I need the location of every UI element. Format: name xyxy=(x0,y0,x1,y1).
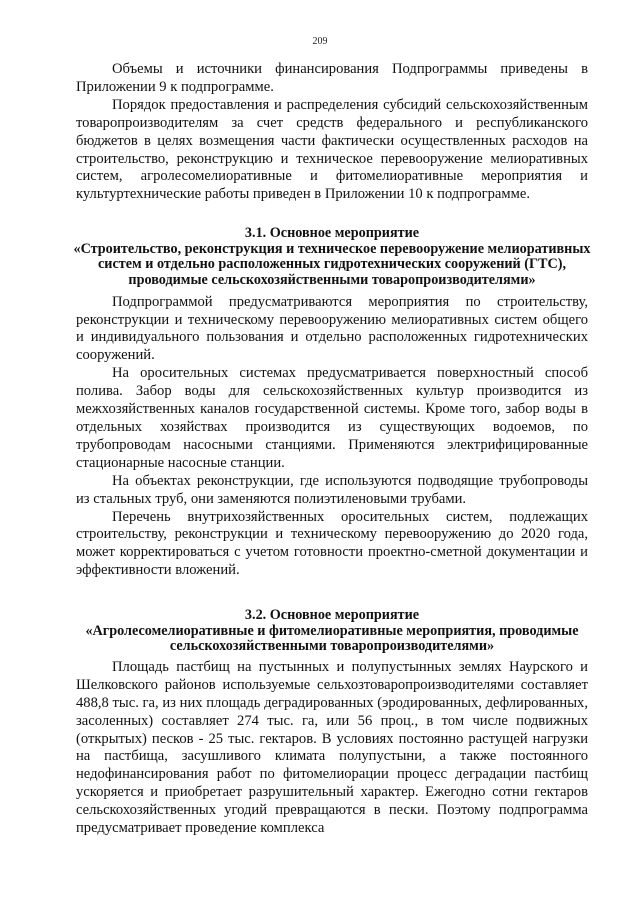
page-number: 209 xyxy=(312,36,328,47)
paragraph-financing: Объемы и источники финансирования Подпрограммы приведены в Приложении 9 к подпрограмме. xyxy=(76,61,588,95)
section-3-2-title: «Агролесомелиоративные и фитомелиоративные мероприятия, проводимые сельскохозяйственными товаропроизводителями» xyxy=(85,622,579,655)
section-3-1-paragraph: На оросительных системах предусматривается поверхностный способ полива. Забор воды для сельскохозяйственных культур производится из межхозяйственных каналов государственной системы. Кроме того, забор воды в отдельных хозяйствах производится из существующих водоемов, по трубопроводам насосными станциями. Применяются электрифицированные стационарные насосные станции. xyxy=(76,365,588,471)
section-3-2-paragraph: Площадь пастбищ на пустынных и полупустынных землях Наурского и Шелковского районов используемые сельхозтоваропроизводителями составляет 488,8 тыс. га, из них площадь деградированных (эродированных, дефлированных, засоленных) составляет 274 тыс. га, или 56 проц., в том числе подвижных (открытых) песков - 25 тыс. гектаров. В условиях постоянно растущей нагрузки на пастбища, засушливого климата полупустыни, а также постоянного недофинансирования работ по фитомелиорации процесс деградации пастбищ ускоряется и приобретает разрушительный характер. Ежегодно сотни гектаров сельскохозяйственных угодий превращаются в пески. Поэтому подпрограмма предусматривает проведение комплекса xyxy=(76,658,588,837)
section-3-1-number: 3.1. Основное мероприятие xyxy=(244,225,420,242)
section-3-1-title: «Строительство, реконструкция и техническое перевооружение мелиоративных систем и отдельно расположенных гидротехнических сооружений (ГТС), проводимые сельскохозяйственными товаропроизводителями» xyxy=(73,240,591,289)
paragraph-subsidy-procedure: Порядок предоставления и распределения субсидий сельскохозяйственным товаропроизводителям за счет средств федерального и республиканского бюджетов в целях возмещения части фактически осуществленных расходов на строительство, реконструкцию и техническое перевооружение мелиоративных систем, агролесомелиоративные и фитомелиоративные мероприятия и культуртехнические работы приведен в Приложении 10 к подпрограмме. xyxy=(76,96,588,203)
section-3-1-paragraph: Перечень внутрихозяйственных оросительных систем, подлежащих строительству, реконструкции и техническому перевооружению до 2020 года, может корректироваться с учетом готовности проектно-сметной документации и эффективности вложений. xyxy=(76,508,588,579)
document-body xyxy=(73,61,591,838)
section-3-1-paragraph: На объектах реконструкции, где используются подводящие трубопроводы из стальных труб, они заменяются полиэтиленовыми трубами. xyxy=(76,472,588,507)
section-3-1-paragraph: Подпрограммой предусматриваются мероприятия по строительству, реконструкции и техническому перевооружению мелиоративных систем общего и индивидуального пользования и отдельно расположенных гидротехнических сооружений. xyxy=(76,293,588,364)
section-3-2-number: 3.2. Основное мероприятие xyxy=(244,607,420,624)
